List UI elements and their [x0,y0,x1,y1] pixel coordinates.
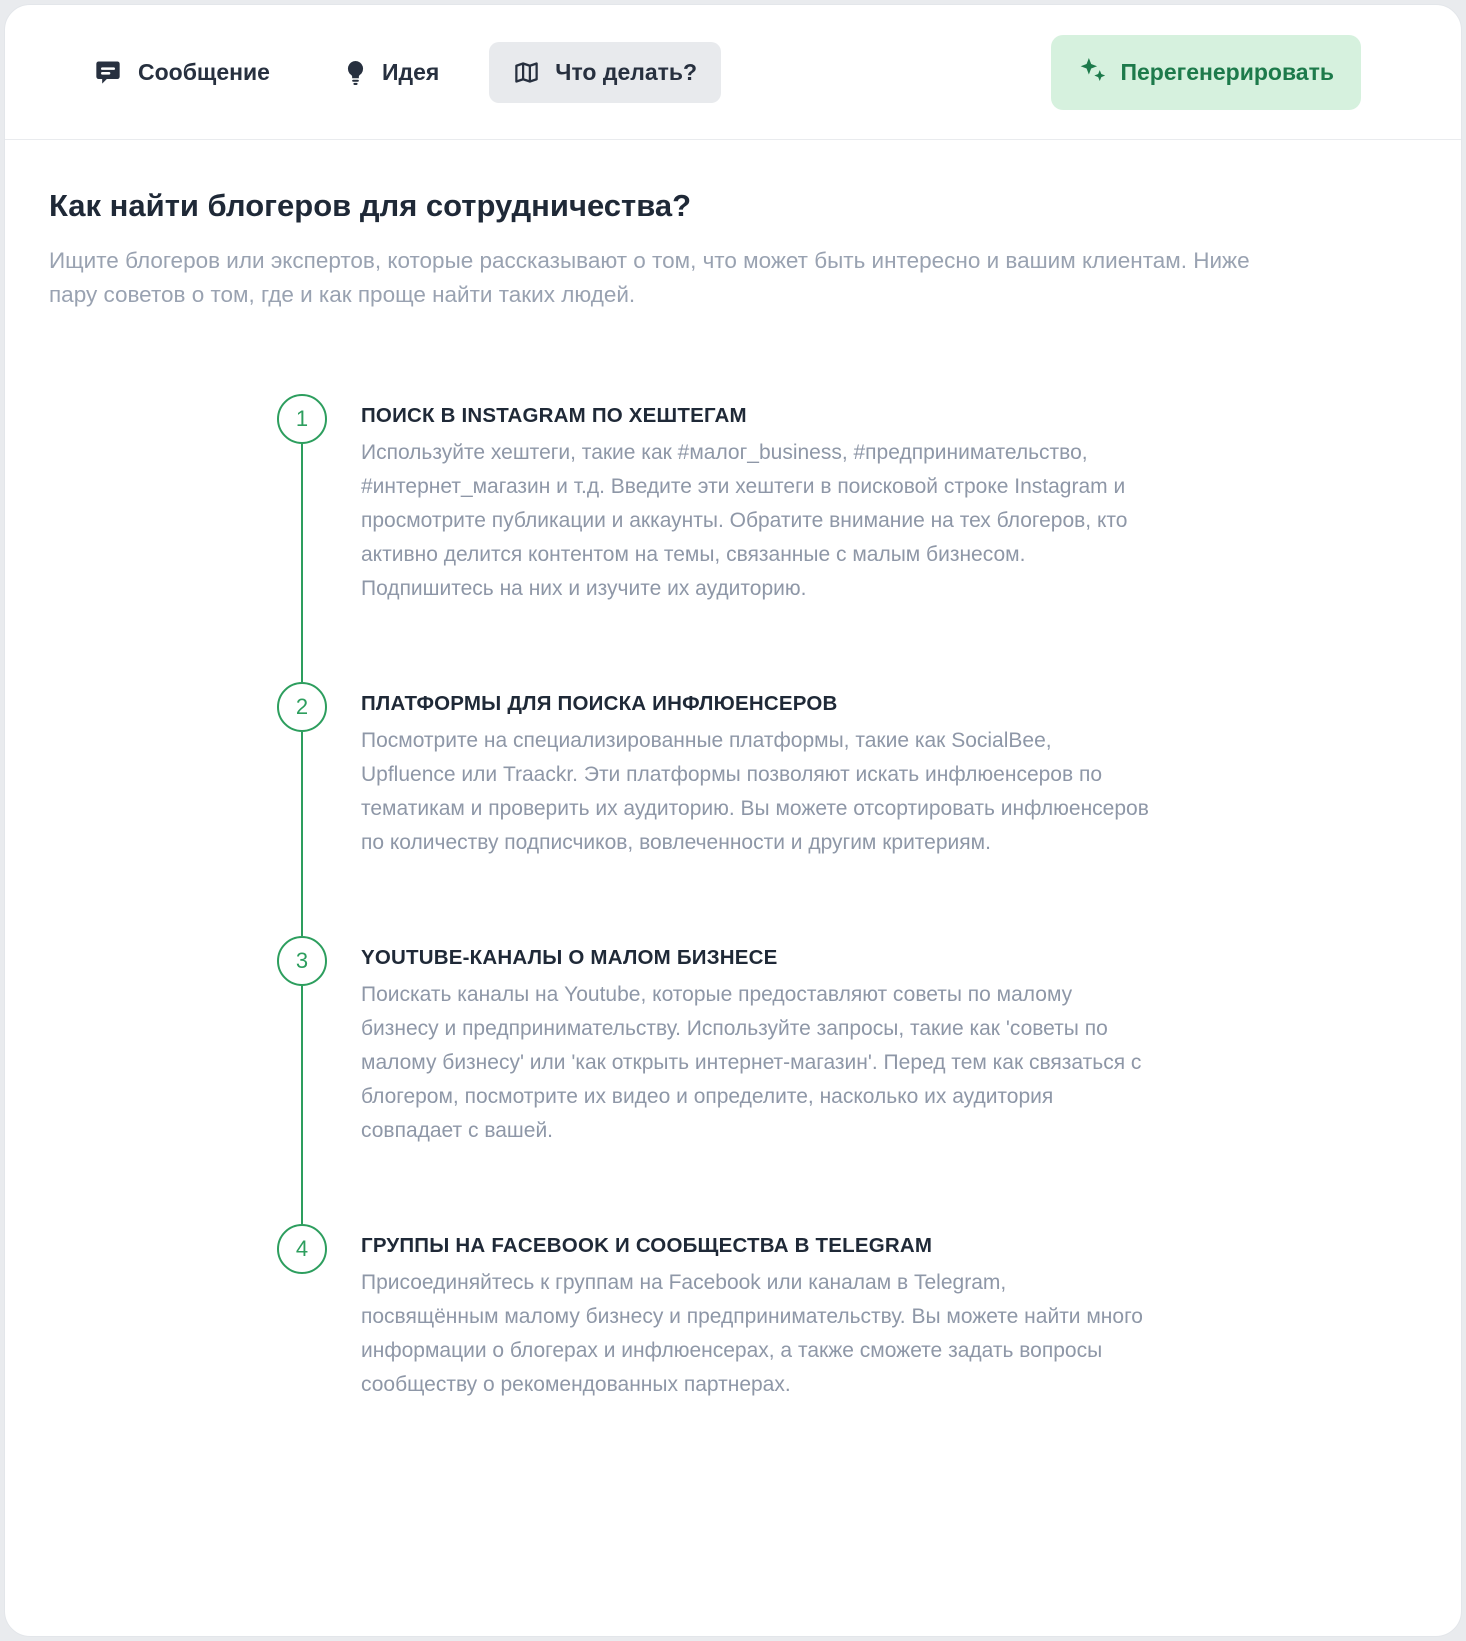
idea-icon [344,58,367,87]
timeline-connector [301,986,303,1224]
toolbar [5,5,1461,140]
tab-idea[interactable] [320,41,463,104]
step-2-number-badge: 2 [277,682,327,732]
regenerate-button[interactable] [1051,35,1361,110]
step-1-body: Используйте хештеги, такие как #малог_business, #предпринимательство, #интернет_магазин и т.д. Введите эти хештеги в поисковой строке Instagram и просмотрите публикации и аккаунты. Обратите внимание на тех блогеров, кто активно делится контентом на темы, связанные с малым бизнесом. Подпишитесь на них и изучите их аудиторию. [361,441,1128,600]
step-1-number-badge: 1 [277,394,327,444]
step-1 [277,394,1397,682]
panel [4,4,1462,1637]
step-1-title: ПОИСК В INSTAGRAM ПО ХЕШТЕГАМ [361,404,747,427]
step-2 [277,682,1397,936]
step-1-gutter [277,394,327,682]
step-2-title: ПЛАТФОРМЫ ДЛЯ ПОИСКА ИНФЛЮЕНСЕРОВ [361,692,838,715]
step-3-body: Поискать каналы на Youtube, которые предоставляют советы по малому бизнесу и предпринимательству. Используйте запросы, такие как 'советы по малому бизнесу' или 'как открыть интернет-магазин'. Перед тем как связаться с блогером, посмотрите их видео и определите, насколько их аудитория совпадает с вашей. [361,983,1142,1142]
step-1-content [361,394,1149,682]
content-area [5,140,1461,1482]
step-3-number-badge: 3 [277,936,327,986]
tab-message-label: Сообщение [138,58,270,85]
step-2-body: Посмотрите на специализированные платформы, такие как SocialBee, Upfluence или Traackr. Эти платформы позволяют искать инфлюенсеров по тематикам и проверить их аудиторию. Вы можете отсортировать инфлюенсеров по количеству подписчиков, вовлеченности и другим критериям. [361,729,1149,854]
step-3 [277,936,1397,1224]
step-4-number-badge: 4 [277,1224,327,1274]
step-3-content [361,936,1149,1224]
timeline-connector [301,444,303,682]
page-subtitle: Ищите блогеров или экспертов, которые рассказывают о том, что может быть интересно и вашим клиентам. Ниже пару советов о том, где и как проще найти таких людей. [49,248,1250,307]
step-4-gutter [277,1224,327,1402]
step-4-body: Присоединяйтесь к группам на Facebook или каналам в Telegram, посвящённым малому бизнесу и предпринимательству. Вы можете найти много информации о блогерах и инфлюенсерах, а также сможете задать вопросы сообществу о рекомендованных партнерах. [361,1271,1143,1396]
step-3-gutter [277,936,327,1224]
tab-what-to-do-label: Что делать? [555,58,698,85]
map-icon [513,59,540,86]
step-4-title: ГРУППЫ НА FACEBOOK И СООБЩЕСТВА В TELEGRAM [361,1234,933,1257]
message-icon [93,58,123,86]
tab-what-to-do[interactable] [489,42,721,103]
step-3-title: YOUTUBE-КАНАЛЫ О МАЛОМ БИЗНЕСЕ [361,946,778,969]
step-2-content [361,682,1149,936]
page-title: Как найти блогеров для сотрудничества? [49,188,692,223]
steps-timeline [277,394,1397,1402]
step-4 [277,1224,1397,1402]
tab-message[interactable] [69,41,294,103]
regenerate-label: Перегенерировать [1120,58,1334,85]
sparkles-icon [1078,55,1107,90]
tab-idea-label: Идея [381,58,440,85]
step-4-content [361,1224,1149,1402]
step-2-gutter [277,682,327,936]
timeline-connector [301,732,303,936]
